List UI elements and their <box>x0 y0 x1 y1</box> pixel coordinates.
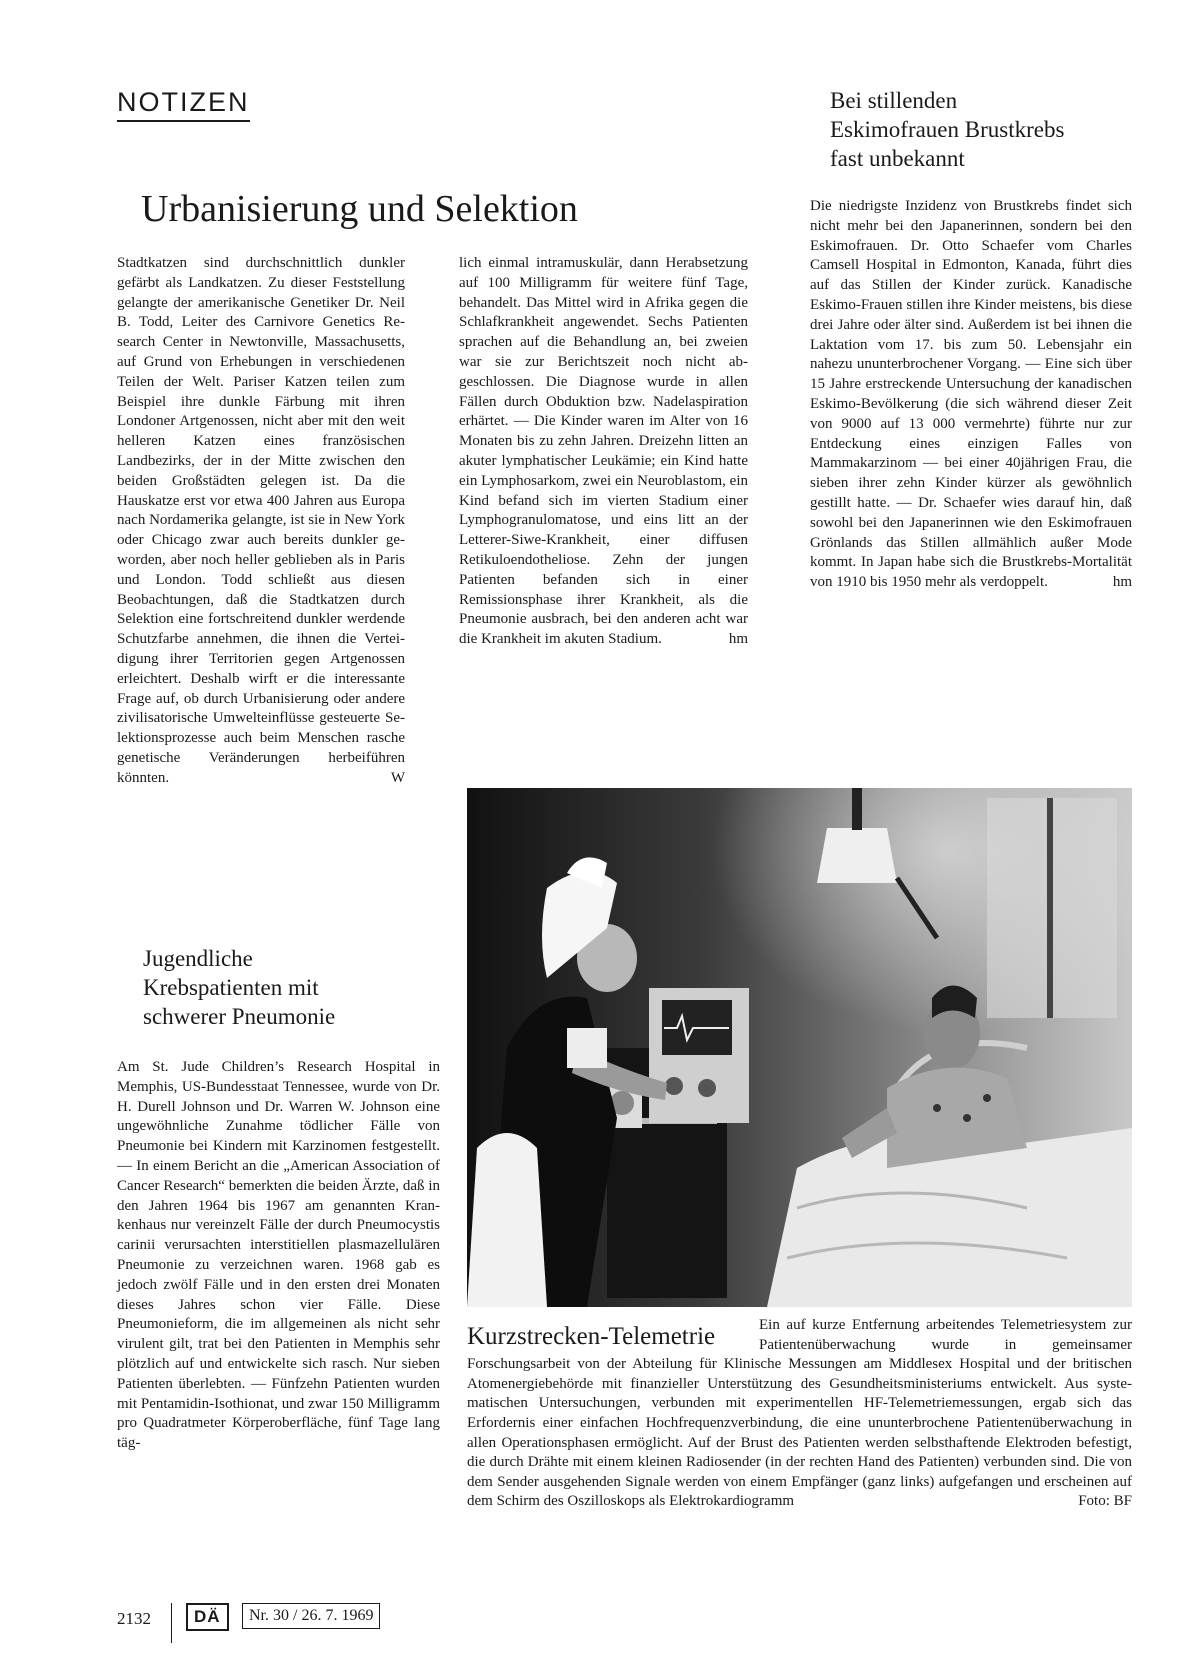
author-signature-w: W <box>390 769 405 786</box>
page-number: 2132 <box>117 1609 151 1628</box>
photo-caption-text: Ein auf kurze Entfernung arbeitendes Telemetriesystem zur Patientenüberwachung wurde in gemeinsamer Forschungsarbeit von der Abteilung für Klinische Messungen am Middlesex Hospital und der britischen Atomenergiebehörde mit finanzieller Unterstützung des Gesundheitsministeriums entwickelt. Aus systematischen Untersuchungen, verbunden mit experimentellen HF-Telemetriemessungen, ergab sich das Erfordernis einer einfachen Hochfrequenzverbindung, die eine ununterbrochene Patientenüberwachung in allen Operationsphasen ermöglicht. Auf der Brust des Patienten werden selbsthaftende Elektroden befestigt, die durch Drähte mit einem kleinen Radiosender (in der rechten Hand des Patienten) verbunden sind. Die von dem Sender ausgehenden Signale werden von einem Empfänger (ganz links) aufgefangen und erscheinen auf dem Schirm des Oszilloskops als Elektrokardiogramm <box>467 1317 1132 1510</box>
headline-line: fast unbekannt <box>830 146 965 171</box>
issue-number: Nr. 30 / 26. 7. 1969 <box>242 1603 380 1629</box>
author-signature-hm-1: hm <box>728 631 748 648</box>
article-column-pneumonie <box>117 1058 440 1454</box>
article-column-continuation <box>459 254 748 650</box>
article-headline-eskimo <box>830 86 1064 173</box>
headline-line: schwerer Pneumonie <box>143 1004 336 1029</box>
headline-line: Bei stillenden <box>830 88 958 113</box>
photo-credit: Foto: BF <box>1078 1493 1132 1510</box>
photo-caption-title: Kurzstrecken-Telemetrie <box>467 1323 716 1350</box>
article-body-continuation: lich einmal intramuskulär, dann Herabsetzung auf 100 Milligramm für weitere fünf Tage, behandelt. Das Mittel wird in Afrika gegen die Schlafkrankheit angewendet. Sechs Patienten sprachen auf die Behandlung an, bei zweien war sie zur Berichtszeit noch nicht abgeschlossen. Die Diagnose wurde in allen Fällen durch Obduktion bzw. Nadelaspiration erhärtet. — Die Kinder waren im Alter von 16 Monaten bis zu zehn Jahren. Dreizehn litten an akuter lymphatischer Leukämie; ein Kind hatte ein Lymphosarkom, zwei ein Neuroblastom, ein Kind befand sich im vierten Stadium einer Lymphogranulomatose, und eins litt an der Letterer-Siwe-Krankheit, einer diffusen Retikuloendotheliose. Zehn der jungen Patienten befanden sich in einer Remissionsphase ihrer Krankheit, als die Pneumonie ausbrach, bei den anderen acht war die Krankheit im akuten Stadium. <box>459 255 748 648</box>
telemetry-photo <box>467 788 1132 1307</box>
article-headline-pneumonie <box>143 944 335 1031</box>
article-body-eskimo: Die niedrigste Inzidenz von Brustkrebs findet sich nicht mehr bei den Japanerinnen, sondern bei den Eskimofrauen. Dr. Otto Schaefer vom Charles Camsell Hospital in Edmonton, Kanada, führt dies auf das Stillen der Kinder zurück. Kanadische Eskimo-Frauen stillen ihre Kinder meistens, bis diese drei Jahre oder älter sind. Außerdem ist bei ihnen die Laktation vom 17. bis zum 50. Lebensjahr ein nahezu ununterbrochener Vorgang. — Eine sich über 15 Jahre erstreckende Untersuchung der kanadischen Eskimo-Bevölkerung (die sich während dieser Zeit von 9000 auf 13 000 vermehrte) führte nur zur Entdeckung eines einzigen Falles von Mammakarzinom — bei einer 40jährigen Frau, die sieben ihrer zehn Kinder kürzer als gewöhnlich gestillt hatte. — Dr. Schaefer wies darauf hin, daß sowohl bei den Japanerinnen wie den Eskimofrauen Grönlands das Stillen allmählich außer Mode kommt. In Japan habe sich die Brustkrebs-Mortalität von 1910 bis 1950 mehr als verdoppelt. <box>810 198 1132 591</box>
article-column-eskimo <box>810 197 1132 593</box>
headline-line: Krebspatienten mit <box>143 975 319 1000</box>
photo-caption <box>467 1316 1132 1512</box>
headline-line: Eskimofrauen Brustkrebs <box>830 117 1065 142</box>
article-column-urbanisierung <box>117 254 405 789</box>
article-headline-urbanisierung: Urbanisierung und Selektion <box>141 188 578 230</box>
article-body-pneumonie: Am St. Jude Children’s Research Hospital in Memphis, US-Bundesstaat Tennessee, wurde von Dr. H. Durell Johnson und Dr. Warren W. Johnson eine ungewöhnliche Zunahme tödlicher Fälle von Pneumonie bei Kindern mit Karzinomen festgestellt. — In einem Bericht an die „American Association of Cancer Research“ bemerkten die beiden Ärzte, daß in den Jahren 1964 bis 1967 am genannten Krankenhaus nur vereinzelt Fälle der durch Pneumocystis carinii verursachten interstitiellen plasmazellulären Pneumonie zu verzeichnen waren. 1968 gab es jedoch zwölf Fälle und in den ersten drei Monaten dieses Jahres schon vier Fälle. Diese Pneumonieform, die im allgemeinen als nicht sehr virulent gilt, trat bei den Patienten in Memphis sehr plötzlich auf und entwickelte sich rasch. Nur sieben Patienten überlebten. — Fünfzehn Patienten wurden mit Pentamidin-Isothionat, und zwar 150 Milligramm pro Quadratmeter Körperoberfläche, fünf Tage lang täg- <box>117 1059 440 1452</box>
article-body-urbanisierung: Stadtkatzen sind durchschnittlich dunkler gefärbt als Landkatzen. Zu dieser Feststellung gelangte der amerikanische Genetiker Dr. Neil B. Todd, Leiter des Carnivore Genetics Research Center in Newtonville, Massachusetts, auf Grund von Erhebungen in verschiedenen Teilen der Welt. Pariser Katzen teilen zum Beispiel ihre dunkle Färbung mit ihren Londoner Artgenossen, nicht aber mit den weit helleren Katzen eines französischen Landbezirks, der in der Mitte zwischen den beiden Großstädten gelegen ist. Da die Hauskatze erst vor etwa 400 Jahren aus Europa nach Nordamerika gelangte, ist sie in New York oder Chicago zwar auch bereits dunkler geworden, aber noch heller geblieben als in Paris und London. Todd schließt aus diesen Beobachtungen, daß die Stadtkatzen durch Selektion eine fortschreitend dunkler werdende Schutzfarbe annehmen, die ihnen die Verteidigung ihrer Territorien gegen Artgenossen erleichtert. Deshalb wirft er die interessante Frage auf, ob durch Urbanisierung oder andere zivilisatorische Umwelteinflüsse gesteuerte Selektionsprozesse auch beim Menschen rasche genetische Veränderungen herbeiführen könnten. <box>117 255 405 786</box>
author-signature-hm-2: hm <box>1112 574 1132 591</box>
headline-line: Jugendliche <box>143 946 253 971</box>
footer-divider <box>171 1603 172 1643</box>
photo-illustration <box>467 788 1132 1307</box>
publication-logo: DÄ <box>186 1603 229 1631</box>
caption-title-spacer <box>467 1316 759 1354</box>
section-label: NOTIZEN <box>117 86 250 122</box>
